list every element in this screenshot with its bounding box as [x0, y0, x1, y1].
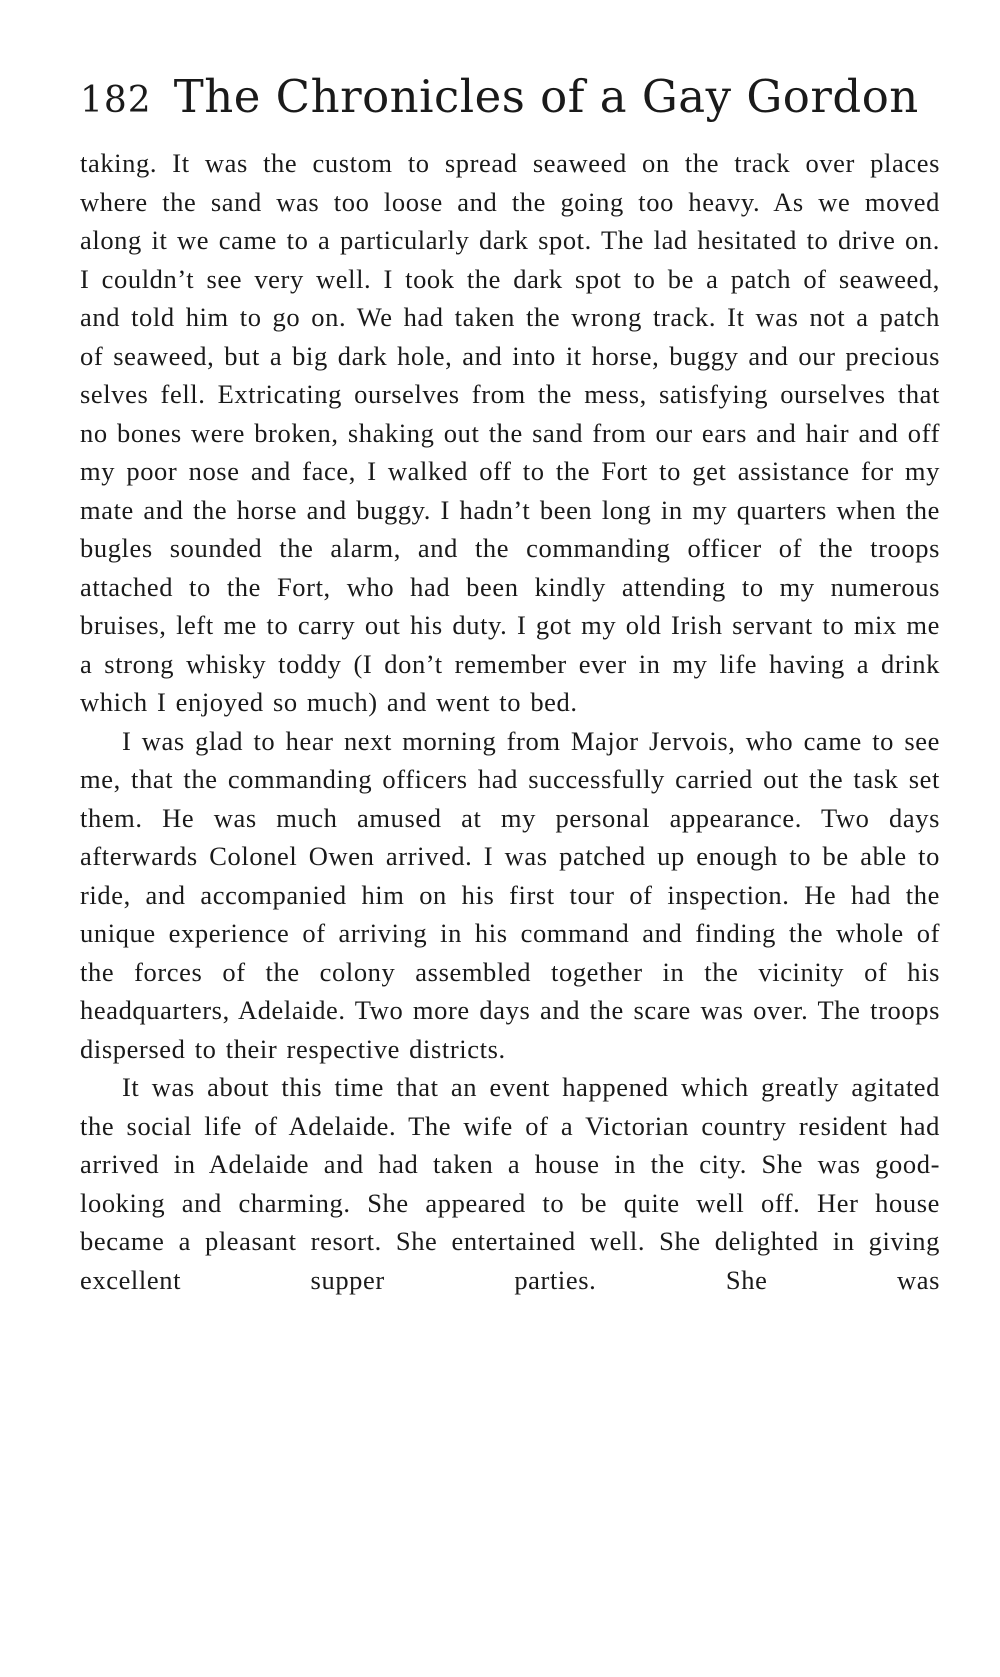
book-page [80, 70, 940, 1299]
paragraph: I was glad to hear next morning from Major Jervois, who came to see me, that the commanding officers had successfully carried out the task set them. He was much amused at my personal appearance. Two days afterwards Colonel Owen arrived. I was patched up enough to be able to ride, and accompanied him on his first tour of inspection. He had the unique experience of arriving in his command and finding the whole of the forces of the colony assembled together in the vicinity of his headquarters, Adelaide. Two more days and the scare was over. The troops dispersed to their respective districts. [80, 725, 940, 1064]
running-title: The Chronicles of a Gay Gordon [173, 70, 919, 123]
paragraph: It was about this time that an event happened which greatly agitated the social life of Adelaide. The wife of a Victorian country resident had arrived in Adelaide and had taken a house in the city. She was good-looking and charming. She appeared to be quite well off. Her house became a pleasant resort. She entertained well. She delighted in giving excellent supper parties. She was [80, 1072, 940, 1295]
running-head [80, 70, 940, 140]
page-number: 182 [80, 80, 152, 121]
paragraph-continued: taking. It was the custom to spread seaweed on the track over places where the sand was too loose and the going too heavy. As we moved along it we came to a particularly dark spot. The lad hesitated to drive on. I couldn’t see very well. I took the dark spot to be a patch of seaweed, and told him to go on. We had taken the wrong track. It was not a patch of seaweed, but a big dark hole, and into it horse, buggy and our precious selves fell. Extricating ourselves from the mess, satisfying ourselves that no bones were broken, shaking out the sand from our ears and hair and off my poor nose and face, I walked off to the Fort to get assistance for my mate and the horse and buggy. I hadn’t been long in my quarters when the bugles sounded the alarm, and the commanding officer of the troops attached to the Fort, who had been kindly attending to my numerous bruises, left me to carry out his duty. I got my old Irish servant to mix me a strong whisky toddy (I don’t remember ever in my life having a drink which I enjoyed so much) and went to bed. [80, 148, 940, 717]
body-text [80, 144, 940, 1299]
